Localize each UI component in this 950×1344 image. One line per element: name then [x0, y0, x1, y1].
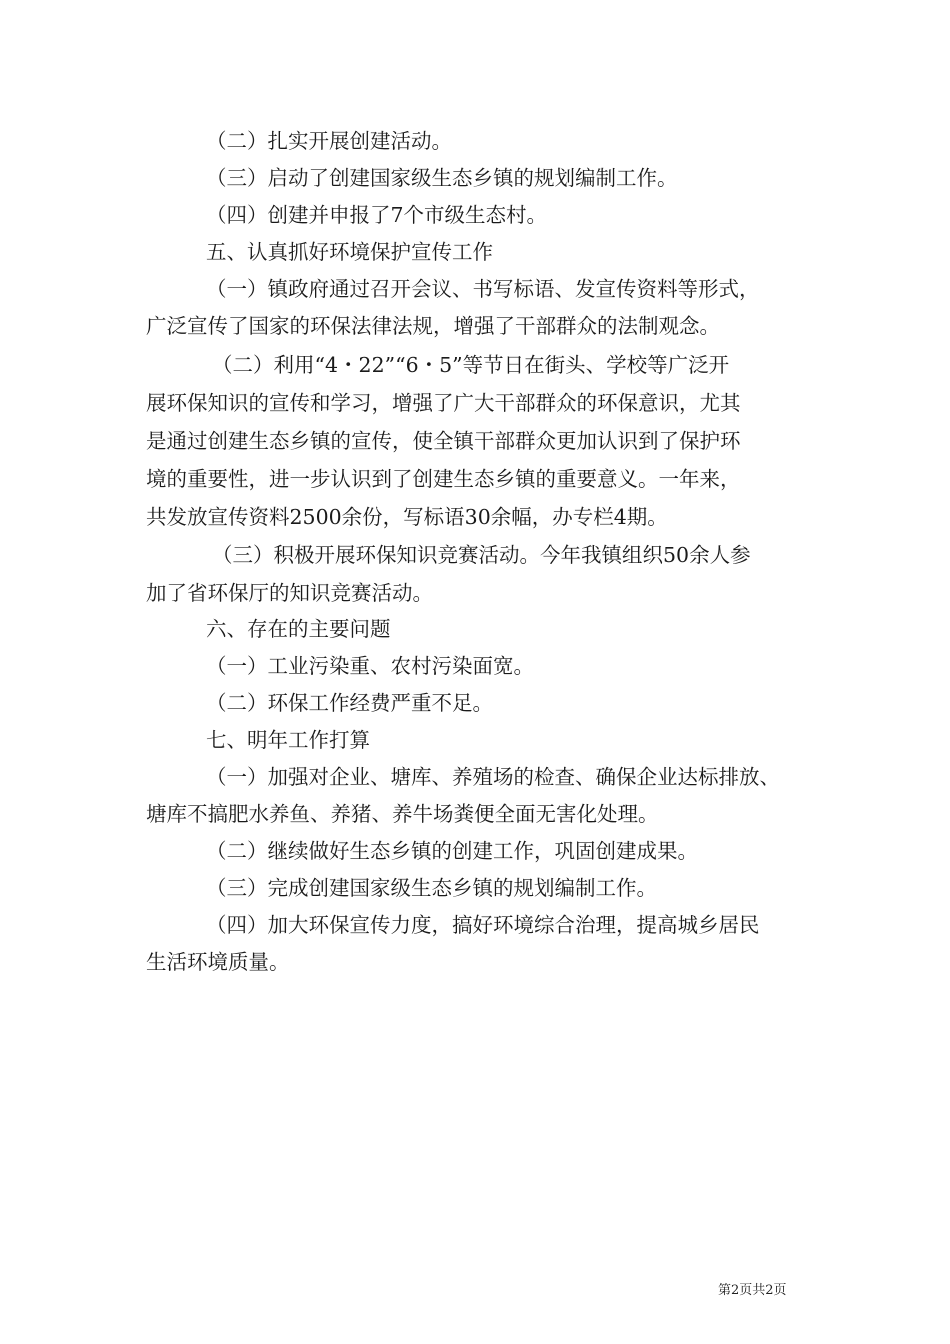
paragraph-line: （三）完成创建国家级生态乡镇的规划编制工作。 [206, 876, 657, 900]
paragraph-line: （二）利用“4・22”“6・5”等节日在街头、学校等广泛开 [212, 353, 730, 377]
section-heading: 五、认真抓好环境保护宣传工作 [206, 240, 493, 264]
paragraph-line: 加了省环保厅的知识竞赛活动。 [146, 581, 433, 605]
page-number-footer: 第2页共2页 [718, 1283, 787, 1298]
paragraph-line: （四）创建并申报了7个市级生态村。 [206, 203, 548, 227]
section-heading: 六、存在的主要问题 [206, 617, 391, 641]
paragraph-line: 是通过创建生态乡镇的宣传，使全镇干部群众更加认识到了保护环 [146, 429, 741, 453]
paragraph-line: （三）启动了创建国家级生态乡镇的规划编制工作。 [206, 166, 678, 190]
paragraph-line: 境的重要性，进一步认识到了创建生态乡镇的重要意义。一年来， [146, 467, 741, 491]
paragraph-line: 生活环境质量。 [146, 950, 290, 974]
paragraph-line: 展环保知识的宣传和学习，增强了广大干部群众的环保意识，尤其 [146, 391, 741, 415]
paragraph-line: （二）扎实开展创建活动。 [206, 129, 452, 153]
paragraph-line: （三）积极开展环保知识竞赛活动。今年我镇组织50余人参 [212, 543, 751, 567]
paragraph-line: 广泛宣传了国家的环保法律法规，增强了干部群众的法制观念。 [146, 314, 720, 338]
paragraph-line: （二）环保工作经费严重不足。 [206, 691, 493, 715]
paragraph-line: （二）继续做好生态乡镇的创建工作，巩固创建成果。 [206, 839, 698, 863]
paragraph-line: （一）加强对企业、塘库、养殖场的检查、确保企业达标排放、 [206, 765, 780, 789]
paragraph-line: （一）镇政府通过召开会议、书写标语、发宣传资料等形式， [206, 277, 760, 301]
paragraph-line: （一）工业污染重、农村污染面宽。 [206, 654, 534, 678]
paragraph-line: （四）加大环保宣传力度，搞好环境综合治理，提高城乡居民 [206, 913, 760, 937]
paragraph-line: 共发放宣传资料2500余份，写标语30余幅，办专栏4期。 [146, 505, 668, 529]
paragraph-line: 塘库不搞肥水养鱼、养猪、养牛场粪便全面无害化处理。 [146, 802, 659, 826]
section-heading: 七、明年工作打算 [206, 728, 370, 752]
